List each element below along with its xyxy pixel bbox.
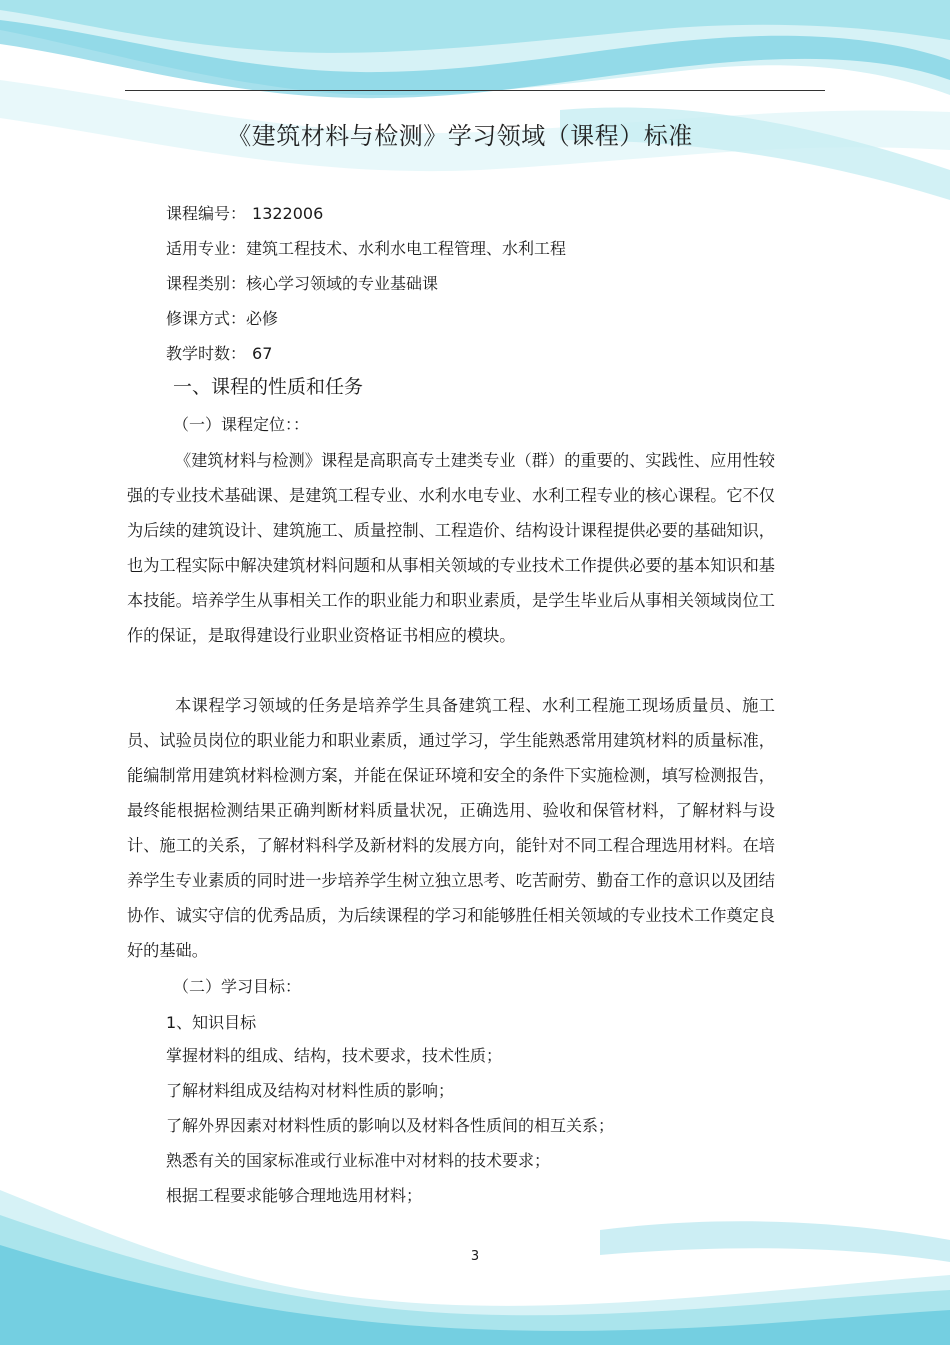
header-rule	[125, 90, 825, 91]
applicable-major-row	[166, 234, 566, 269]
list-item: 了解材料组成及结构对材料性质的影响；	[166, 1081, 455, 1100]
teaching-hours-row	[166, 339, 566, 374]
list-item: 熟悉有关的国家标准或行业标准中对材料的技术要求；	[166, 1151, 551, 1170]
subsection-heading-course-position: （一）课程定位：：	[173, 415, 310, 434]
list-item: 了解外界因素对材料性质的影响以及材料各性质间的相互关系；	[166, 1116, 615, 1135]
section-heading: 一、课程的性质和任务	[173, 376, 364, 398]
course-info	[166, 199, 566, 374]
course-category-label: 课程类别：	[166, 274, 247, 293]
applicable-major-label: 适用专业：	[166, 239, 247, 258]
course-category-row	[166, 269, 566, 304]
page-number: 3	[470, 1249, 480, 1264]
knowledge-goals-heading: 1、知识目标	[166, 1013, 257, 1032]
course-number-row	[166, 199, 566, 234]
applicable-major-value: 建筑工程技术、水利水电工程管理、水利工程	[246, 239, 567, 258]
study-mode-row	[166, 304, 566, 339]
study-mode-value: 必修	[246, 309, 279, 328]
study-mode-label: 修课方式：	[166, 309, 247, 328]
teaching-hours-value: 67	[252, 344, 273, 363]
course-category-value: 核心学习领域的专业基础课	[246, 274, 439, 293]
paragraph-course-task: 本课程学习领域的任务是培养学生具备建筑工程、水利工程施工现场质量员、施工员、试验员岗位的职业能力和职业素质，通过学习，学生能熟悉常用建筑材料的质量标准，能编制常用建筑材料检测方案，并能在保证环境和安全的条件下实施检测，填写检测报告，最终能根据检测结果正确判断材料质量状况，正确选用、验收和保管材料，了解材料与设计、施工的关系，了解材料科学及新材料的发展方向，能针对不同工程合理选用材料。在培养学生专业素质的同时进一步培养学生树立独立思考、吃苦耐劳、勤奋工作的意识以及团结协作、诚实守信的优秀品质，为后续课程的学习和能够胜任相关领域的专业技术工作奠定良好的基础。	[127, 696, 775, 960]
subsection-heading-learning-goals: （二）学习目标：	[173, 977, 302, 996]
course-number-label: 课程编号：	[166, 204, 247, 223]
document-title: 《建筑材料与检测》学习领域（课程）标准	[227, 122, 693, 150]
list-item: 掌握材料的组成、结构，技术要求，技术性质；	[166, 1046, 503, 1065]
knowledge-goals-list	[166, 1041, 614, 1216]
list-item: 根据工程要求能够合理地选用材料；	[166, 1186, 423, 1205]
paragraph-course-position: 《建筑材料与检测》课程是高职高专土建类专业（群）的重要的、实践性、应用性较强的专业技术基础课、是建筑工程专业、水利水电专业、水利工程专业的核心课程。它不仅为后续的建筑设计、建筑施工、质量控制、工程造价、结构设计课程提供必要的基础知识，也为工程实际中解决建筑材料问题和从事相关领域的专业技术工作提供必要的基本知识和基本技能。培养学生从事相关工作的职业能力和职业素质，是学生毕业后从事相关领域岗位工作的保证，是取得建设行业职业资格证书相应的模块。	[127, 451, 775, 645]
course-number-value: 1322006	[252, 204, 324, 223]
teaching-hours-label: 教学时数：	[166, 344, 247, 363]
